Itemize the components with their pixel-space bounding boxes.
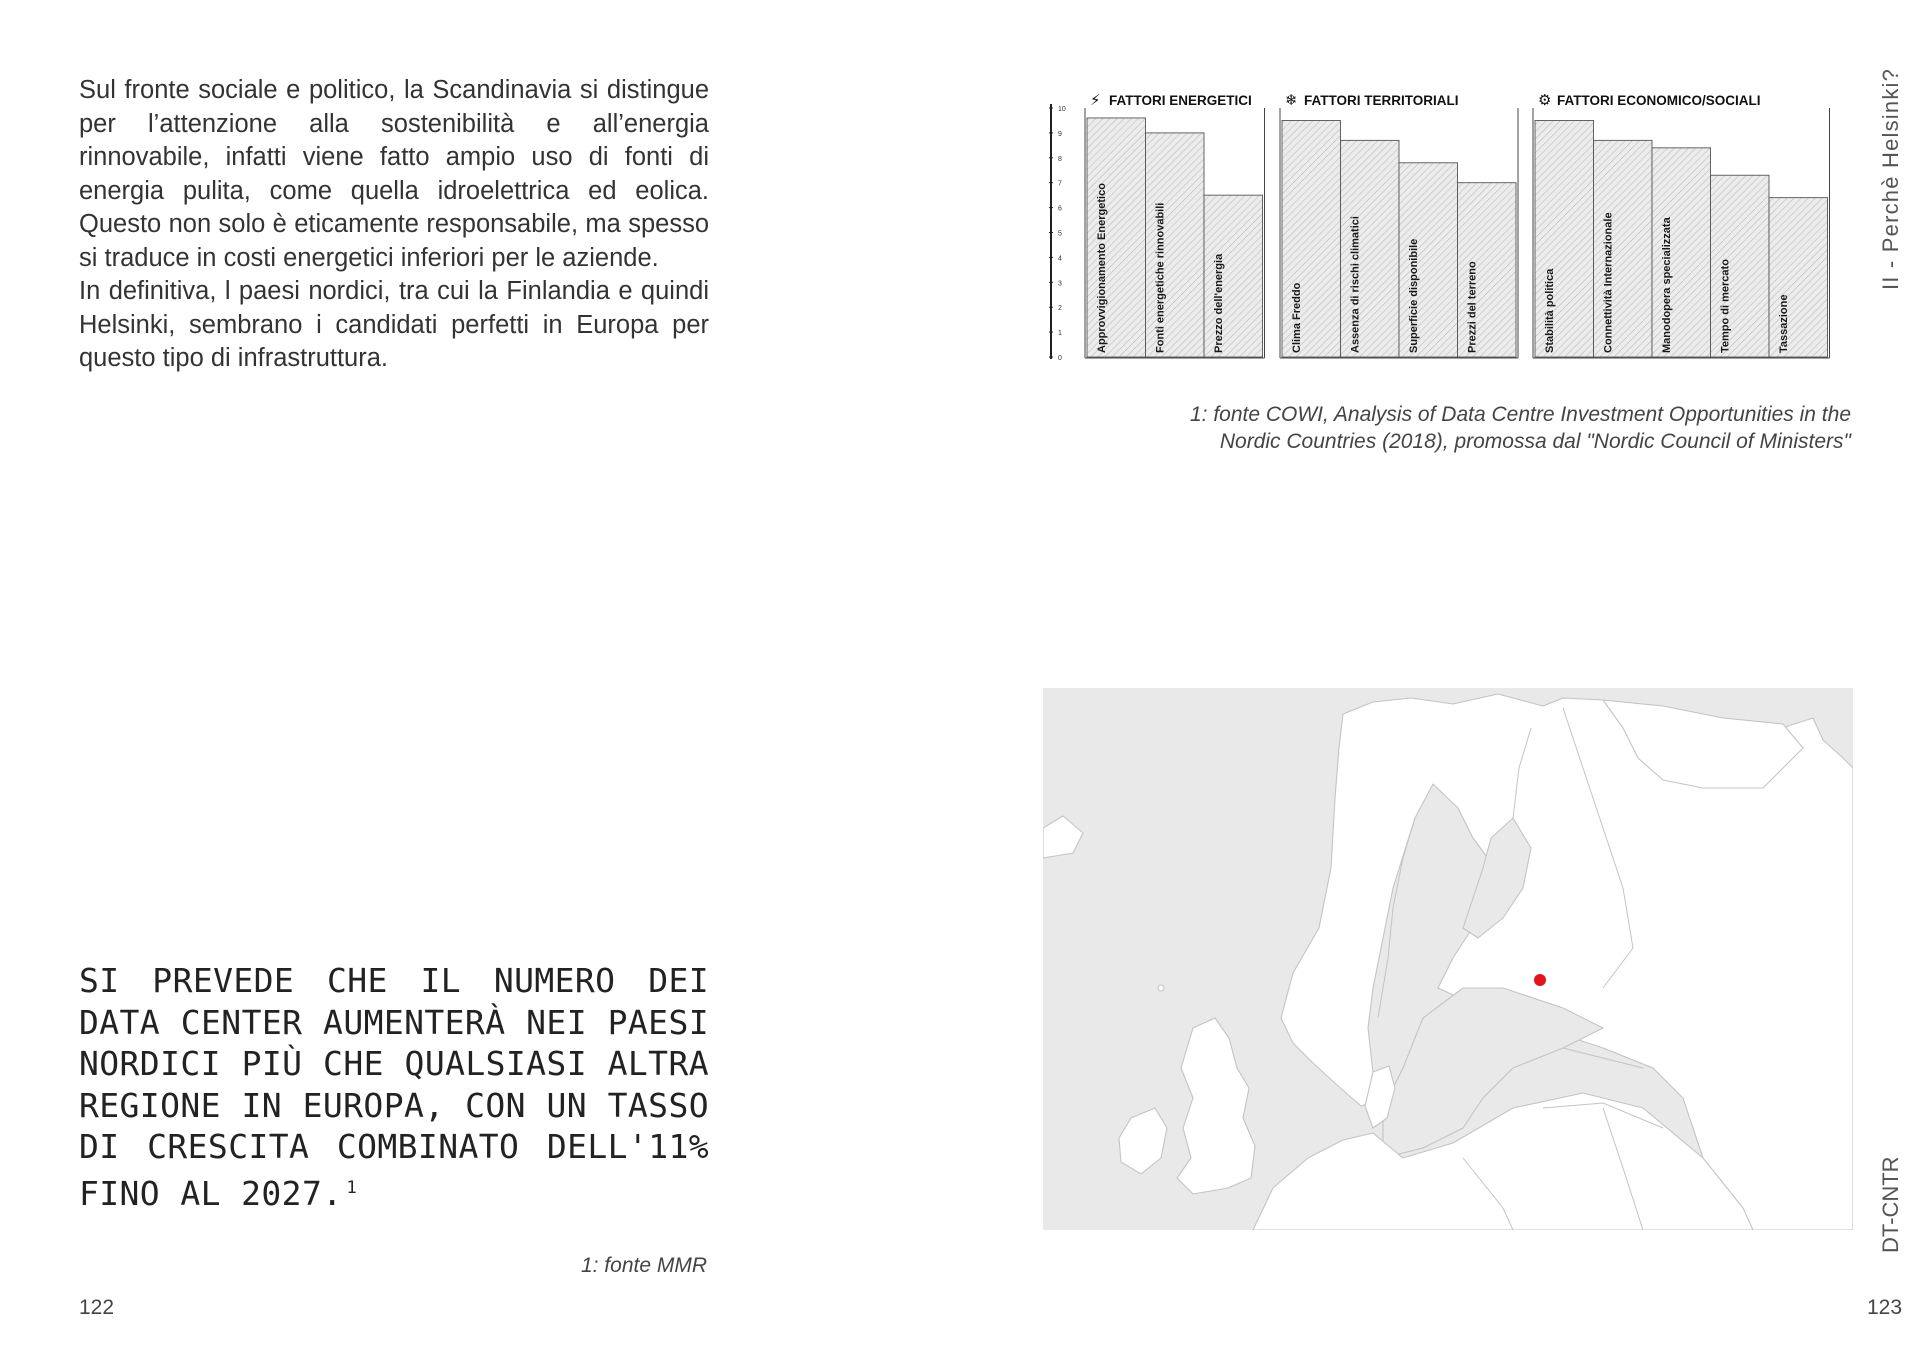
chart-caption-line-2: Nordic Countries (2018), promossa dal "Nordic Council of Ministers" xyxy=(1219,430,1851,453)
plug-icon: ⚡ xyxy=(1090,91,1101,109)
brand-vertical: DT-CNTR xyxy=(1878,1156,1903,1253)
bar-label: Stabilità politica xyxy=(1544,268,1556,353)
page-number-right: 123 xyxy=(1867,1296,1903,1319)
intro-paragraph-2: In definitiva, l paesi nordici, tra cui la Finlandia e quindi Helsinki, sembrano i candidati perfetti in Europa per questo tipo di infrastruttura. xyxy=(79,277,709,372)
bar-label: Assenza di rischi climatici xyxy=(1349,216,1362,353)
y-tick-label: 1 xyxy=(1058,330,1062,338)
snowflake-icon: ❄ xyxy=(1285,91,1298,109)
bar-label: Tempo di mercato xyxy=(1719,259,1732,353)
intro-text xyxy=(79,74,709,376)
y-tick-label: 3 xyxy=(1058,280,1062,288)
bar-chart xyxy=(1035,80,1875,363)
y-tick-label: 4 xyxy=(1058,255,1062,263)
pull-quote-text: SI PREVEDE CHE IL NUMERO DEI DATA CENTER AUMENTERÀ NEI PAESI NORDICI PIÙ CHE QUALSIASI ALTRA REGIONE IN EUROPA, CON UN TASSO DI CRESCITA COMBINATO DELL'11% FINO AL 2027. xyxy=(79,961,709,1213)
chart-group-title: FATTORI ECONOMICO/SOCIALI xyxy=(1557,93,1761,108)
bar-label: Superficie disponibile xyxy=(1408,238,1420,353)
chart-caption xyxy=(1051,401,1851,455)
bar-label: Clima Freddo xyxy=(1291,282,1303,353)
bar-label: Connettività Internazionale xyxy=(1602,212,1615,353)
y-tick-label: 2 xyxy=(1058,305,1062,313)
page-number-left: 122 xyxy=(79,1296,115,1319)
people-icon: ⚙ xyxy=(1538,91,1552,109)
pull-quote xyxy=(79,960,709,1214)
intro-paragraph-1: Sul fronte sociale e politico, la Scandinavia si distingue per l’attenzione alla sostenibilità e all’energia rinnovabile, infatti viene fatto ampio uso di fonti di energia pulita, come quella idroelettrica ed eolica. Questo non solo è eticamente responsabile, ma spesso si traduce in costi energetici inferiori per le aziende. xyxy=(79,76,709,272)
bar-label: Prezzo dell'energia xyxy=(1213,253,1225,353)
y-tick-label: 7 xyxy=(1058,180,1062,188)
y-tick-label: 8 xyxy=(1058,155,1062,163)
chart-group-title: FATTORI TERRITORIALI xyxy=(1304,93,1459,108)
y-tick-label: 0 xyxy=(1058,355,1062,362)
pull-quote-footnote-ref: 1 xyxy=(346,1177,358,1198)
bar-label: Approvvigionamento Energetico xyxy=(1096,183,1108,353)
chart-group-title: FATTORI ENERGETICI xyxy=(1109,93,1252,108)
nordic-europe-map xyxy=(1043,688,1853,1230)
helsinki-marker xyxy=(1534,974,1546,986)
section-title-vertical: II - Perchè Helsinki? xyxy=(1878,67,1903,290)
chart-caption-line-1: 1: fonte COWI, Analysis of Data Centre Investment Opportunities in the xyxy=(1189,403,1851,426)
bar-label: Prezzi del terreno xyxy=(1466,261,1479,353)
y-tick-label: 6 xyxy=(1058,205,1062,213)
bar-label: Tassazione xyxy=(1778,294,1790,353)
bar-label: Fonti energetiche rinnovabili xyxy=(1154,202,1167,353)
y-tick-label: 9 xyxy=(1058,130,1062,138)
y-tick-label: 10 xyxy=(1058,106,1066,113)
bar-label: Manodopera specializzata xyxy=(1661,217,1673,353)
footnote-mmr: 1: fonte MMR xyxy=(580,1254,707,1277)
y-tick-label: 5 xyxy=(1058,230,1062,238)
